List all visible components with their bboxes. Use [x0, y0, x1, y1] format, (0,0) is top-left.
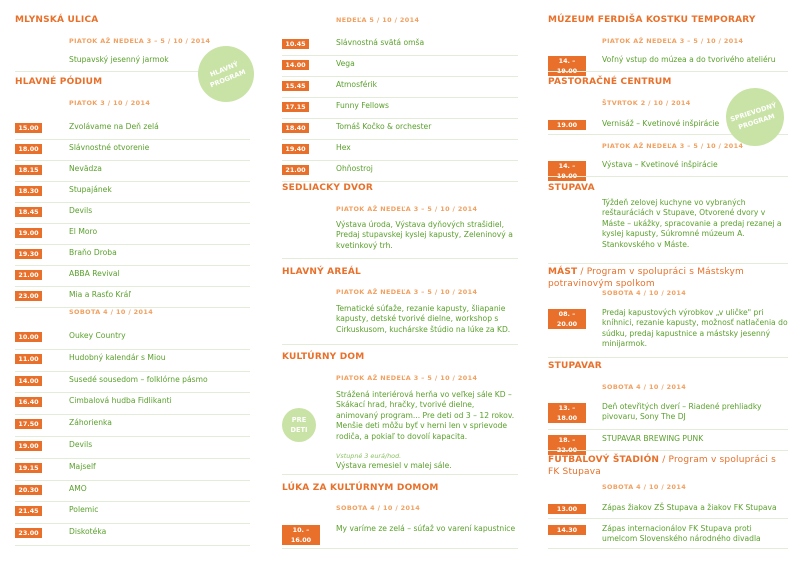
text-vernisaz: Vernisáž – Kvetinové inšpirácie	[602, 119, 720, 128]
performer-label: Záhorienka	[69, 418, 112, 428]
date-friday: PIATOK 3 / 10 / 2014	[69, 99, 151, 107]
schedule-row	[282, 35, 518, 56]
date-futbal: SOBOTA 4 / 10 / 2014	[602, 483, 687, 491]
divider	[548, 176, 788, 177]
badge-sprievodny-program: SPRIEVODNÝ PROGRAM	[718, 80, 791, 153]
note-vstupne: Vstupné 3 eurá/hod.	[336, 452, 402, 460]
time-badge: 10. – 16.00	[282, 525, 320, 545]
badge-hlavny-program: HLAVNÝ PROGRAM	[190, 38, 263, 111]
schedule-row	[15, 161, 250, 182]
performer-label: Mia a Rasťo Kráľ	[69, 290, 132, 299]
text-stupavar-1: Deň otevřitých dverí – Riadené prehliadky pivovaru, Sony The DJ	[602, 402, 762, 422]
time-badge: 15.45	[282, 81, 309, 91]
performer-label: Cimbalová hudba Fidlikanti	[69, 396, 172, 406]
text-mast: Predaj kapustových výrobkov „v uličke" pri kníhnici, rezanie kapusty, možnosť natlačenia do súdku, predaj kapustnice a mástsky jesenný minijarmok.	[602, 308, 788, 349]
schedule-row	[282, 77, 518, 98]
date-areal: PIATOK AŽ NEDEĽA 3 – 5 / 10 / 2014	[336, 288, 478, 296]
schedule-row	[15, 524, 250, 546]
time-badge: 10.00	[15, 332, 42, 342]
performer-label: Slávnostná svätá omša	[336, 38, 425, 47]
text-stupavar-2: STUPAVAR BREWING PUNK	[602, 434, 704, 443]
section-title-podium: HLAVNÉ PÓDIUM	[15, 77, 103, 87]
time-badge: 14.00	[282, 60, 309, 70]
performer-label: Funny Fellows	[336, 101, 389, 110]
text-futbal-1: Zápas žiakov ZŠ Stupava a žiakov FK Stupava	[602, 503, 777, 512]
time-badge: 18.00	[15, 144, 42, 154]
performer-label: Diskotéka	[69, 527, 107, 537]
time-badge: 21.45	[15, 506, 42, 516]
time-badge: 15.00	[15, 123, 42, 133]
divider	[282, 474, 518, 475]
date-stvrtok: ŠTVRTOK 2 / 10 / 2014	[602, 99, 691, 107]
performer-label: ABBA Revival	[69, 269, 120, 278]
time-badge: 18.30	[15, 186, 42, 196]
schedule-row	[15, 328, 250, 350]
divider	[282, 258, 518, 259]
date-mlynska: PIATOK AŽ NEDEĽA 3 – 5 / 10 / 2014	[69, 37, 211, 45]
date-mast: SOBOTA 4 / 10 / 2014	[602, 289, 687, 297]
text-futbal-2: Zápas internacionálov FK Stupava proti umelcom Slovenského národného divadla	[602, 524, 761, 544]
date-kd: PIATOK AŽ NEDEĽA 3 – 5 / 10 / 2014	[336, 374, 478, 382]
date-sedliacky: PIATOK AŽ NEDEĽA 3 – 5 / 10 / 2014	[336, 205, 478, 213]
badge-pre-deti: PRE DETI	[282, 408, 316, 442]
performer-label: Zvolávame na Deň zelá	[69, 122, 159, 131]
schedule-row	[282, 140, 518, 161]
schedule-row	[282, 56, 518, 77]
time-badge: 11.00	[15, 354, 42, 364]
text-luka: My varíme ze zelá – súťaž vo varení kapustnice	[336, 524, 516, 533]
text-kd: Strážená interiérová herňa vo veľkej sále KD – Skákací hrad, hračky, tvorivé dielne, animovaný program... Pre deti od 3 – 12 rokov. Menšie deti môžu byť v herni len v sprievode rodiča, a pokiaľ to dovolí kapacita.	[336, 390, 515, 441]
schedule-row	[15, 415, 250, 437]
futbal-title: FUTBALOVÝ ŠTADIÓN	[548, 455, 660, 465]
text-stupava: Týždeň zelovej kuchyne vo vybraných reštauráciách v Stupave, Otvorené dvory v Máste – ukážky, spracovanie a predaj rezanej a kyslej kapusty, Súkromné múzeum A. Stankovského v Máste.	[602, 198, 782, 249]
performer-label: Vega	[336, 59, 355, 68]
section-title-pastor: PASTORAČNÉ CENTRUM	[548, 77, 672, 87]
text-remesla: Výstava remesiel v malej sále.	[336, 461, 452, 470]
date-pastor: PIATOK AŽ NEDEĽA 3 – 5 / 10 / 2014	[602, 142, 744, 150]
performer-label: Oukey Country	[69, 331, 126, 340]
time-badge: 18. – 22.00	[548, 435, 586, 455]
time-badge: 19.40	[282, 144, 309, 154]
schedule-row	[15, 182, 250, 203]
time-badge: 17.50	[15, 419, 42, 429]
date-luka: SOBOTA 4 / 10 / 2014	[336, 504, 421, 512]
section-title-mast	[548, 266, 788, 290]
mast-subtitle: / Program v spolupráci s Mástskym potravinovým spolkom	[548, 267, 744, 289]
section-title-kd: KULTÚRNY DOM	[282, 352, 365, 362]
performer-label: Atmosférik	[336, 80, 378, 89]
date-stupavar: SOBOTA 4 / 10 / 2014	[602, 383, 687, 391]
performer-label: Stupajánek	[69, 185, 112, 194]
performer-label: Polemic	[69, 505, 99, 515]
schedule-row	[15, 266, 250, 287]
time-badge: 14.00	[15, 376, 42, 386]
performer-label: AMO	[69, 483, 87, 493]
schedule-row	[15, 140, 250, 161]
section-title-futbal	[548, 454, 788, 478]
time-badge: 10.45	[282, 39, 309, 49]
text-areal: Tematické súťaže, rezanie kapusty, šliapanie kapusty, detské tvorivé dielne, workshop s Cirkuskusom, kuchárske štúdio na lúke za KD.	[336, 304, 511, 334]
text-vystava: Výstava – Kvetinové inšpirácie	[602, 160, 718, 169]
performer-label: Ohňostroj	[336, 164, 373, 173]
time-badge: 16.40	[15, 397, 42, 407]
sunday-schedule	[282, 35, 518, 182]
time-badge: 18.15	[15, 165, 42, 175]
performer-label: Slávnostné otvorenie	[69, 143, 150, 152]
schedule-row	[282, 161, 518, 182]
schedule-row	[15, 245, 250, 266]
time-badge: 19.15	[15, 463, 42, 473]
schedule-row	[282, 98, 518, 119]
schedule-row	[15, 502, 250, 524]
schedule-row	[15, 437, 250, 459]
section-title-stupavar: STUPAVAR	[548, 361, 602, 371]
section-title-stupava: STUPAVA	[548, 183, 595, 193]
item-jarmok: Stupavský jesenný jarmok	[69, 55, 169, 64]
time-badge: 19.00	[15, 441, 42, 451]
performer-label: Devils	[69, 439, 93, 449]
date-sunday: NEDEĽA 5 / 10 / 2014	[336, 16, 420, 24]
time-badge: 23.00	[15, 291, 42, 301]
schedule-row	[15, 459, 250, 481]
section-title-muzeum: MÚZEUM FERDIŠA KOSTKU TEMPORARY	[548, 15, 756, 25]
schedule-row	[15, 224, 250, 245]
performer-label: Braňo Droba	[69, 248, 117, 257]
date-saturday: SOBOTA 4 / 10 / 2014	[69, 308, 154, 316]
time-badge: 14. – 19.00	[548, 56, 586, 76]
schedule-row	[15, 287, 250, 308]
schedule-row	[282, 119, 518, 140]
time-badge: 14.30	[548, 525, 586, 535]
schedule-row	[15, 372, 250, 394]
performer-label: Susedé sousedom – folklórne pásmo	[69, 374, 208, 384]
divider	[548, 263, 788, 264]
section-title-mlynska: MLYNSKÁ ULICA	[15, 15, 99, 25]
section-title-sedliacky: SEDLIACKY DVOR	[282, 183, 374, 193]
saturday-schedule	[15, 328, 250, 546]
futbal-subtitle: / Program v spolupráci s FK Stupava	[548, 455, 776, 477]
time-badge: 17.15	[282, 102, 309, 112]
mast-title: MÁST	[548, 267, 578, 277]
time-badge: 19.00	[548, 120, 586, 130]
time-badge: 18.40	[282, 123, 309, 133]
time-badge: 08. – 20.00	[548, 309, 586, 329]
schedule-row	[15, 393, 250, 415]
friday-schedule	[15, 119, 250, 308]
divider	[548, 548, 788, 549]
time-badge: 19.30	[15, 249, 42, 259]
performer-label: Tomáš Kočko & orchester	[336, 122, 432, 131]
schedule-row	[15, 119, 250, 140]
divider	[548, 71, 788, 72]
divider	[548, 357, 788, 358]
performer-label: Devils	[69, 206, 93, 215]
divider	[282, 344, 518, 345]
divider	[548, 450, 788, 451]
time-badge: 23.00	[15, 528, 42, 538]
divider	[548, 429, 788, 430]
text-sedliacky: Výstava úroda, Výstava dyňových strašidiel, Predaj stupavskej kyslej kapusty, Zeleninový a kvetinkový trh.	[336, 220, 513, 250]
date-muzeum: PIATOK AŽ NEDEĽA 3 – 5 / 10 / 2014	[602, 37, 744, 45]
schedule-row	[15, 481, 250, 503]
time-badge: 19.00	[15, 228, 42, 238]
time-badge: 21.00	[15, 270, 42, 280]
time-badge: 13.00	[548, 504, 586, 514]
time-badge: 18.45	[15, 207, 42, 217]
divider	[282, 548, 518, 549]
schedule-row	[15, 350, 250, 372]
time-badge: 21.00	[282, 165, 309, 175]
performer-label: El Moro	[69, 227, 98, 236]
section-title-areal: HLAVNÝ AREÁL	[282, 267, 361, 277]
performer-label: Hudobný kalendár s Miou	[69, 352, 166, 362]
performer-label: Majself	[69, 461, 96, 471]
time-badge: 20.30	[15, 485, 42, 495]
section-title-luka: LÚKA ZA KULTÚRNYM DOMOM	[282, 483, 439, 493]
time-badge: 14. – 19.00	[548, 161, 586, 181]
schedule-row	[15, 203, 250, 224]
time-badge: 13. – 18.00	[548, 403, 586, 423]
divider	[548, 518, 788, 519]
performer-label: Nevädza	[69, 164, 102, 173]
text-muzeum: Voľný vstup do múzea a do tvorivého ateliéru	[602, 55, 776, 64]
performer-label: Hex	[336, 143, 351, 152]
